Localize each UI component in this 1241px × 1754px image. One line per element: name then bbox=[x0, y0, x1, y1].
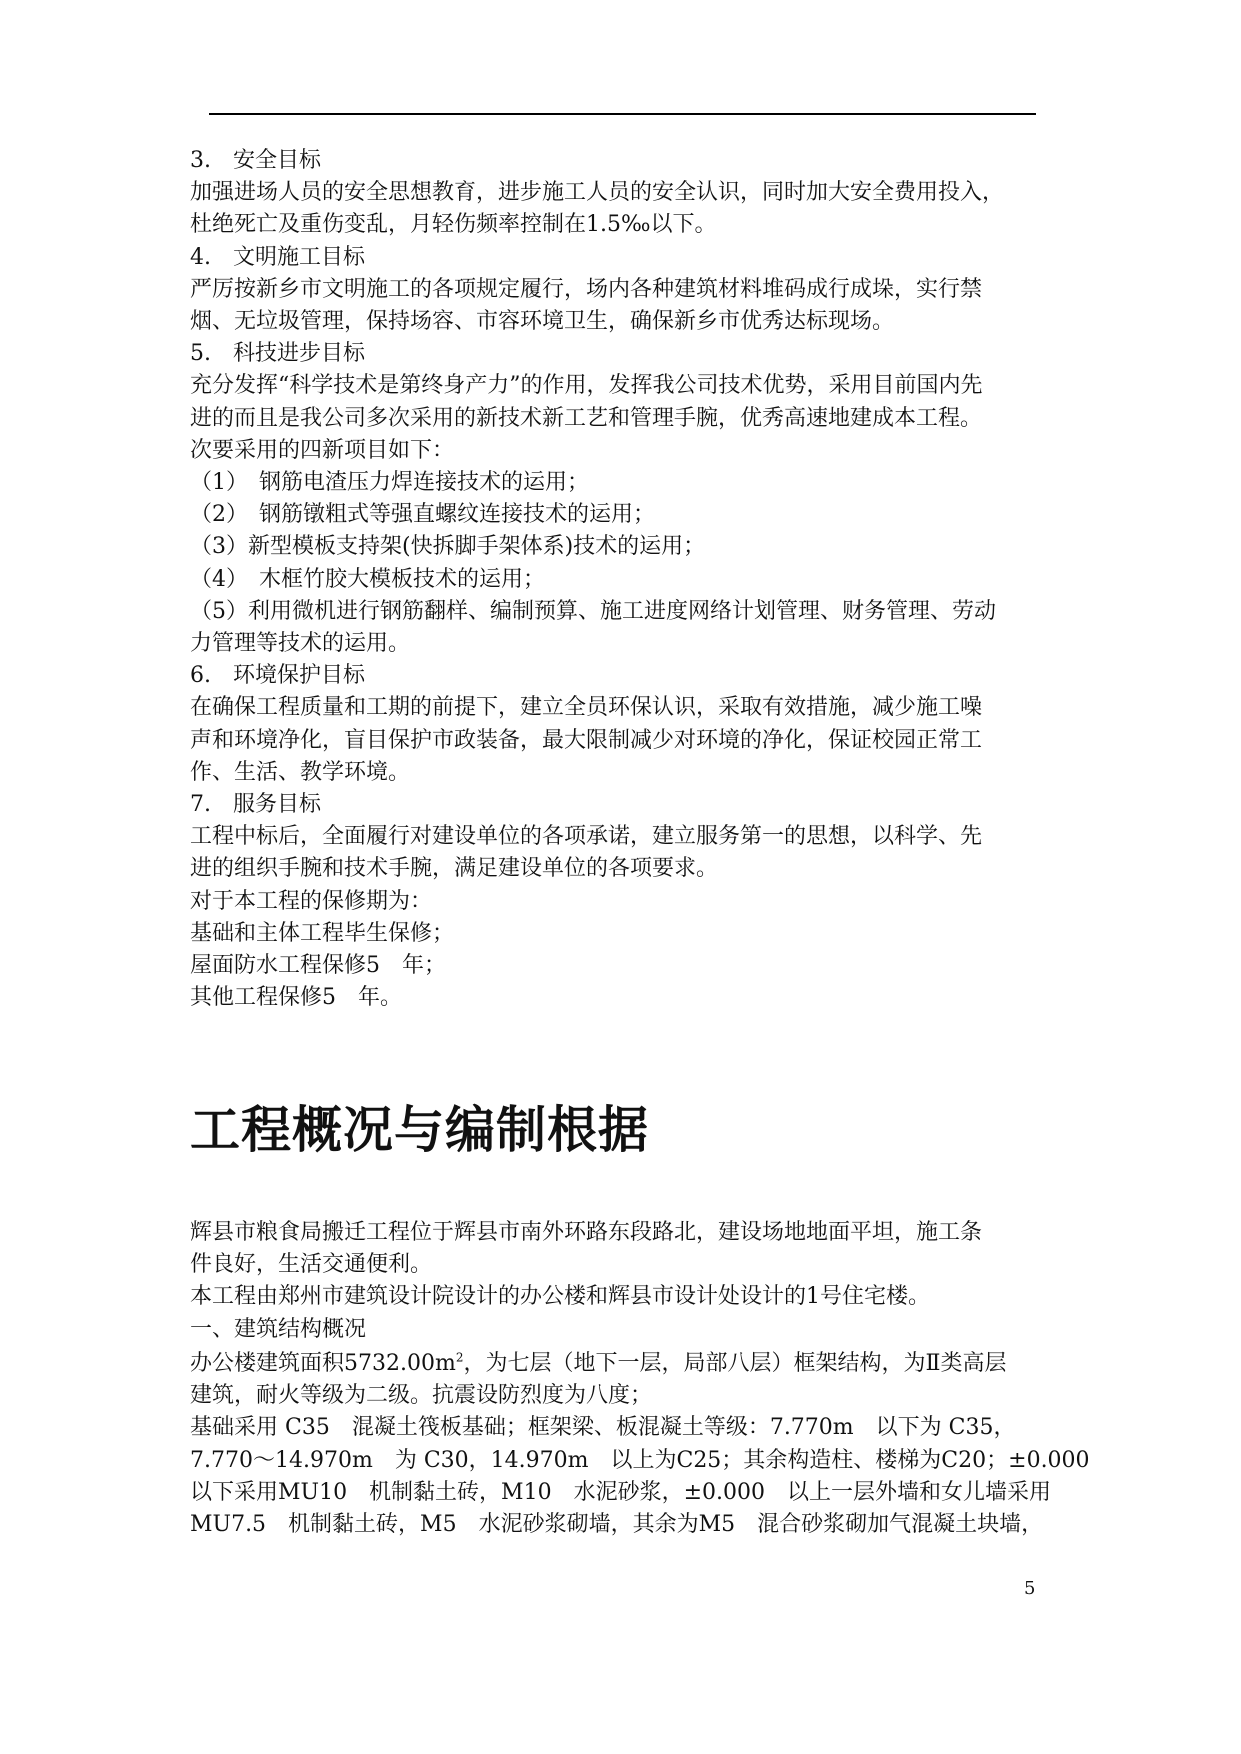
text-line: 7. 服务目标 bbox=[190, 792, 321, 818]
text-line: 以下采用MU10 机制黏土砖，M10 水泥砂浆，±0.000 以上一层外墙和女儿墙采用 bbox=[190, 1479, 1051, 1505]
text-line: 对于本工程的保修期为： bbox=[190, 888, 433, 914]
text-line: 烟、无垃圾管理，保持场容、市容环境卫生，确保新乡市优秀达标现场。 bbox=[190, 309, 895, 335]
text-line: 一、建筑结构概况 bbox=[190, 1316, 367, 1342]
area-text-rest: ，为七层（地下一层，局部八层）框架结构，为Ⅱ类高层 bbox=[463, 1351, 1007, 1376]
text-line: MU7.5 机制黏土砖，M5 水泥砂浆砌墙，其余为M5 混合砂浆砌加气混凝土块墙， bbox=[190, 1512, 1044, 1538]
text-line: 声和环境净化，盲目保护市政装备，最大限制减少对环境的净化，保证校园正常工 bbox=[190, 727, 983, 753]
text-line: 进的而且是我公司多次采用的新技术新工艺和管理手腕，优秀高速地建成本工程。 bbox=[190, 405, 983, 431]
text-line: 充分发挥“科学技术是第终身产力”的作用，发挥我公司技术优势，采用目前国内先 bbox=[190, 373, 983, 399]
section-goals bbox=[190, 145, 1070, 1014]
text-line: 建筑，耐火等级为二级。抗震设防烈度为八度； bbox=[190, 1383, 653, 1409]
header-rule bbox=[209, 113, 1036, 115]
area-line bbox=[190, 1348, 1070, 1380]
text-line: 其他工程保修5 年。 bbox=[190, 985, 402, 1011]
text-line: 屋面防水工程保修5 年； bbox=[190, 953, 446, 979]
text-line: （2） 钢筋镦粗式等强直螺纹连接技术的运用； bbox=[190, 502, 655, 528]
text-line: 辉县市粮食局搬迁工程位于辉县市南外环路东段路北，建设场地地面平坦，施工条 bbox=[190, 1220, 983, 1245]
text-line: 基础采用 C35 混凝土筏板基础；框架梁、板混凝土等级：7.770m 以下为 C35， bbox=[190, 1415, 1016, 1441]
text-line: 力管理等技术的运用。 bbox=[190, 631, 411, 657]
text-line: （4） 木框竹胶大模板技术的运用； bbox=[190, 566, 545, 592]
text-line: （5）利用微机进行钢筋翻样、编制预算、施工进度网络计划管理、财务管理、劳动 bbox=[190, 598, 996, 624]
text-line: 基础和主体工程毕生保修； bbox=[190, 920, 455, 946]
text-line: 件良好，生活交通便利。 bbox=[190, 1252, 433, 1278]
text-line: （1） 钢筋电渣压力焊连接技术的运用； bbox=[190, 470, 589, 496]
text-line: （3）新型模板支持架(快拆脚手架体系)技术的运用； bbox=[190, 534, 706, 560]
text-line: 在确保工程质量和工期的前提下，建立全员环保认识，采取有效措施，减少施工噪 bbox=[190, 695, 983, 721]
text-line: 加强进场人员的安全思想教育，进步施工人员的安全认识，同时加大安全费用投入， bbox=[190, 180, 1005, 206]
text-line: 工程中标后，全面履行对建设单位的各项承诺，建立服务第一的思想，以科学、先 bbox=[190, 824, 983, 850]
section-overview bbox=[190, 1217, 1070, 1346]
text-line: 作、生活、教学环境。 bbox=[190, 759, 411, 785]
text-line: 进的组织手腕和技术手腕，满足建设单位的各项要求。 bbox=[190, 856, 719, 882]
section-structure bbox=[190, 1348, 1090, 1541]
area-text: 办公楼建筑面积5732.00m bbox=[190, 1351, 456, 1376]
text-line: 本工程由郑州市建筑设计院设计的办公楼和辉县市设计处设计的1号住宅楼。 bbox=[190, 1284, 930, 1310]
text-line: 3. 安全目标 bbox=[190, 148, 321, 173]
text-line: 5. 科技进步目标 bbox=[190, 341, 365, 367]
section-heading: 工程概况与编制根据 bbox=[190, 1101, 649, 1159]
text-line: 6. 环境保护目标 bbox=[190, 663, 365, 689]
text-line: 严厉按新乡市文明施工的各项规定履行，场内各种建筑材料堆码成行成垛，实行禁 bbox=[190, 276, 983, 302]
superscript: 2 bbox=[455, 1350, 464, 1365]
text-line: 4. 文明施工目标 bbox=[190, 244, 365, 270]
text-line: 杜绝死亡及重伤变乱，月轻伤频率控制在1.5‰以下。 bbox=[190, 212, 717, 238]
page-number: 5 bbox=[1024, 1578, 1036, 1599]
text-line: 7.770～14.970m 为 C30，14.970m 以上为C25；其余构造柱、楼梯为C20；±0.000 bbox=[190, 1447, 1090, 1473]
text-line: 次要采用的四新项目如下： bbox=[190, 437, 455, 463]
